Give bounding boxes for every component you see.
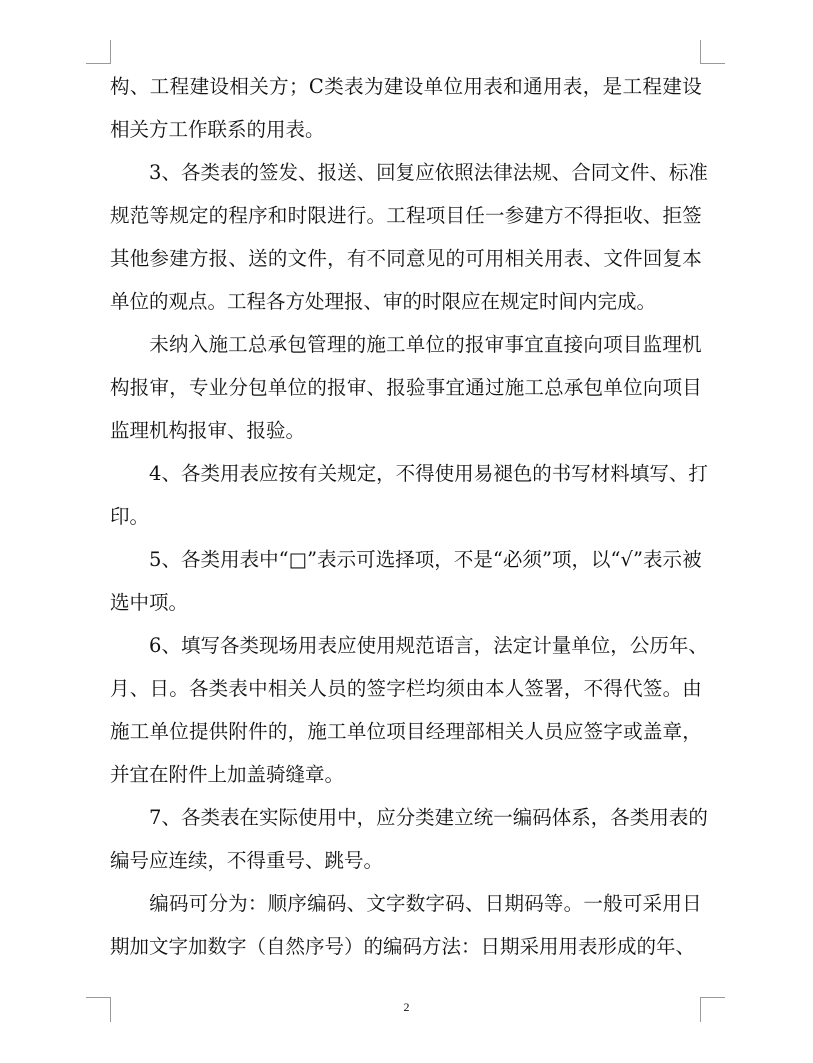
text-line: 选中项。 — [110, 591, 189, 614]
paragraph — [110, 452, 708, 538]
top-left-crop-mark — [86, 40, 111, 64]
paragraph — [110, 624, 708, 796]
paragraph — [110, 151, 708, 323]
page-number: 2 — [403, 1000, 410, 1014]
text-line: 编号应连续，不得重号、跳号。 — [110, 849, 384, 872]
text-line: 期加文字加数字（自然序号）的编码方法：日期采用用表形成的年、 — [110, 935, 696, 958]
top-right-crop-mark — [700, 40, 725, 64]
paragraph — [110, 882, 702, 968]
text-line: 月 、 日 。 各 类 表 中 相 关 人 员 的 签 字 栏 均 须 由 本 人 签 署 ， 不 得 代 签 。 由 — [110, 677, 702, 700]
text-line: 构 、 工 程 建 设 相 关 方 ； C 类 表 为 建 设 单 位 用 表 和 通 用 表 ， 是 工 程 建 设 — [110, 75, 702, 98]
text-line: 相关方工作联系的用表。 — [110, 118, 325, 141]
text-line: 并宜在附件上加盖骑缝章。 — [110, 763, 345, 786]
text-line: 单位的观点。工程各方处理报、审的时限应在规定时间内完成。 — [110, 290, 657, 313]
text-line: 7 、 各 类 表 在 实 际 使 用 中 ， 应 分 类 建 立 统 一 编 码 体 系 ， 各 类 用 表 的 — [149, 806, 708, 829]
text-line: 3 、 各 类 表 的 签 发 、 报 送 、 回 复 应 依 照 法 律 法 规 、 合 同 文 件 、 标 准 — [149, 161, 708, 184]
paragraph — [110, 538, 702, 624]
paragraph — [110, 65, 702, 151]
text-line: 其 他 参 建 方 报 、 送 的 文 件 ， 有 不 同 意 见 的 可 用 相 关 用 表 、 文 件 回 复 本 — [110, 247, 702, 270]
text-line: 监理机构报审、报验。 — [110, 419, 306, 442]
text-line: 6 、 填 写 各 类 现 场 用 表 应 使 用 规 范 语 言 ， 法 定 计 量 单 位 ， 公 历 年 、 — [149, 634, 708, 657]
text-line: 5 、 各 类 用 表 中 “ □ ” 表 示 可 选 择 项 ， 不 是 “ 必 须 ” 项 ， 以 “ √ ” 表 示 被 — [149, 548, 702, 571]
paragraph — [110, 796, 708, 882]
document-body — [110, 65, 708, 968]
text-line: 印。 — [110, 505, 150, 528]
text-line: 未 纳 入 施 工 总 承 包 管 理 的 施 工 单 位 的 报 审 事 宜 直 接 向 项 目 监 理 机 — [149, 333, 702, 356]
text-line: 规 范 等 规 定 的 程 序 和 时 限 进 行 。 工 程 项 目 任 一 参 建 方 不 得 拒 收 、 拒 签 — [110, 204, 702, 227]
text-line: 编 码 可 分 为 ： 顺 序 编 码 、 文 字 数 字 码 、 日 期 码 等 。 一 般 可 采 用 日 — [149, 892, 702, 915]
text-line: 构 报 审 ， 专 业 分 包 单 位 的 报 审 、 报 验 事 宜 通 过 施 工 总 承 包 单 位 向 项 目 — [110, 376, 702, 399]
text-line: 4 、 各 类 用 表 应 按 有 关 规 定 ， 不 得 使 用 易 褪 色 的 书 写 材 料 填 写 、 打 — [149, 462, 708, 485]
text-line: 施 工 单 位 提 供 附 件 的 ， 施 工 单 位 项 目 经 理 部 相 关 人 员 应 签 字 或 盖 章 ， — [110, 720, 702, 743]
paragraph — [110, 323, 702, 452]
